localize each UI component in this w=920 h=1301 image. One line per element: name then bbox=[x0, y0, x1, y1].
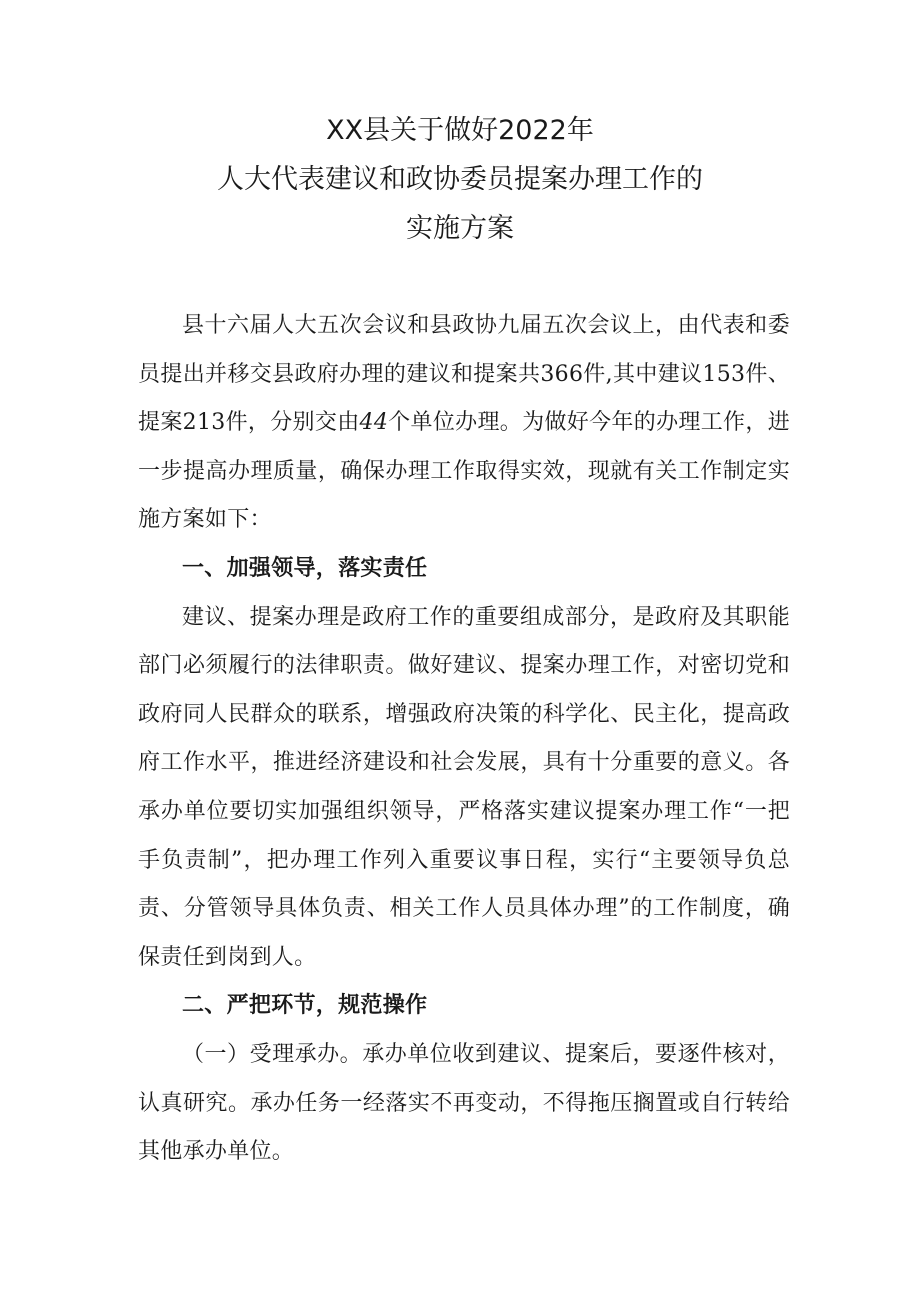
document-title-line-3: 实施方案 bbox=[406, 213, 514, 244]
document-title-line-2: 人大代表建议和政协委员提案办理工作的 bbox=[217, 164, 703, 195]
section-1-paragraph: 建议、提案办理是政府工作的重要组成部分，是政府及其职能部门必须履行的法律职责。做好建议、提案办理工作，对密切党和政府同人民群众的联系，增强政府决策的科学化、民主化，提高政府工作水平，推进经济建设和社会发展，具有十分重要的意义。各承办单位要切实加强组织领导，严格落实建议提案办理工作“一把手负责制”，把办理工作列入重要议事日程，实行“主要领导负总责、分管领导具体负责、相关工作人员具体办理”的工作制度，确保责任到岗到人。 bbox=[138, 604, 790, 970]
section-2-heading: 二、严把环节，规范操作 bbox=[182, 993, 428, 1019]
document-title-line-1: XX县关于做好2022年 bbox=[326, 115, 594, 146]
intro-paragraph bbox=[138, 302, 790, 545]
unit-count: 44 bbox=[359, 410, 389, 436]
intro-text-after-count: 个单位办理。为做好今年的办理工作，进一步提高办理质量，确保办理工作取得实效，现就有关工作制定实施方案如下： bbox=[138, 410, 791, 533]
section-2-item-1-paragraph: （一）受理承办。承办单位收到建议、提案后，要逐件核对，认真研究。承办任务一经落实不再变动，不得拖压搁置或自行转给其他承办单位。 bbox=[138, 1041, 790, 1165]
document-body bbox=[138, 302, 790, 1177]
intro-text-before-count: 县十六届人大五次会议和县政协九届五次会议上，由代表和委员提出并移交县政府办理的建议和提案共366件,其中建议153件、提案213件，分别交由 bbox=[138, 313, 790, 436]
section-1-heading: 一、加强领导，落实责任 bbox=[182, 555, 428, 581]
